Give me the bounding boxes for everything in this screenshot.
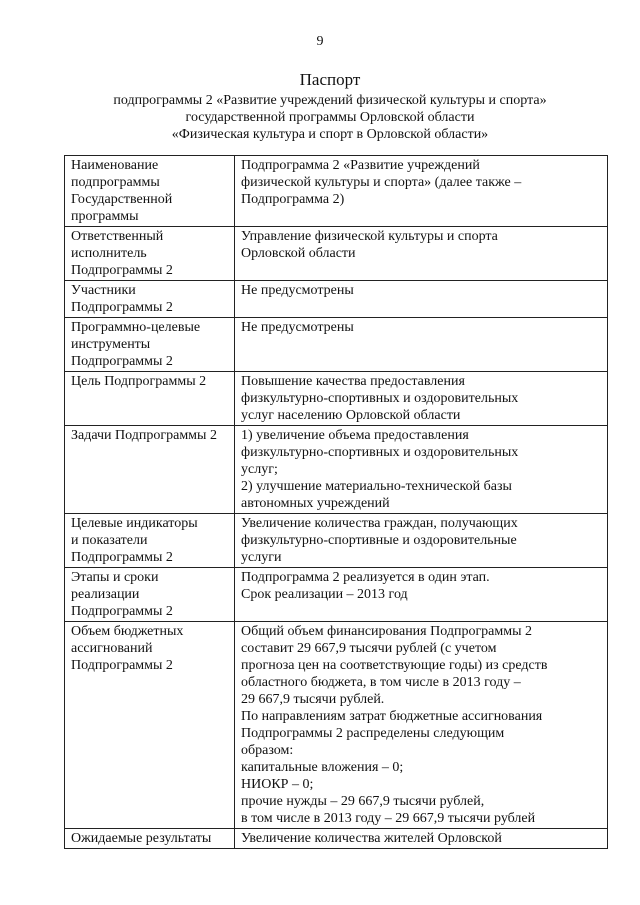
subtitle-line: «Физическая культура и спорт в Орловской области» [171,127,489,142]
row-label-line: Государственной [71,192,173,207]
row-label-line: исполнитель [71,246,147,261]
row-label-line: Подпрограммы 2 [71,354,173,369]
row-value-line: Подпрограмма 2 «Развитие учреждений [241,158,480,173]
row-value-line: услуг населению Орловской области [241,408,461,423]
row-label-line: Цель Подпрограммы 2 [71,374,207,389]
row-value-cell [235,372,608,426]
row-value-line: Увеличение количества граждан, получающих [241,516,518,531]
row-label-line: программы [71,209,139,224]
row-value-line: капитальные вложения – 0; [241,760,404,775]
row-value-line: НИОКР – 0; [241,777,314,792]
table-row [65,568,608,622]
table-row [65,622,608,829]
document-subtitle [0,92,640,143]
table-row [65,829,608,849]
row-label-line: Ожидаемые результаты [71,831,212,846]
row-value-line: Не предусмотрены [241,320,354,335]
row-value-line: Не предусмотрены [241,283,354,298]
row-value-line: 2) улучшение материально-технической базы [241,479,512,494]
row-label-cell [65,829,235,849]
row-label-line: Наименование [71,158,159,173]
row-value-line: образом: [241,743,294,758]
row-value-line: Общий объем финансирования Подпрограммы 2 [241,624,533,639]
row-label-line: реализации [71,587,140,602]
row-value-line: 29 667,9 тысячи рублей. [241,692,385,707]
row-label-line: и показатели [71,533,148,548]
row-value-line: Подпрограмма 2 реализуется в один этап. [241,570,490,585]
row-value-line: областного бюджета, в том числе в 2013 году – [241,675,521,690]
row-value-cell [235,426,608,514]
row-label-line: Ответственный [71,229,164,244]
row-label-line: Задачи Подпрограммы 2 [71,428,217,443]
row-label-line: Подпрограммы 2 [71,263,173,278]
table-row [65,318,608,372]
row-value-line: Срок реализации – 2013 год [241,587,408,602]
row-label-line: Этапы и сроки [71,570,159,585]
row-value-line: физической культуры и спорта» (далее также – [241,175,522,190]
row-label-cell [65,568,235,622]
row-label-line: ассигнований [71,641,153,656]
row-value-line: Управление физической культуры и спорта [241,229,498,244]
row-value-line: услуги [241,550,282,565]
row-value-line: прогноза цен на соответствующие годы) из средств [241,658,548,673]
row-label-cell [65,227,235,281]
passport-table [64,155,608,849]
row-value-line: По направлениям затрат бюджетные ассигнования [241,709,543,724]
row-value-line: автономных учреждений [241,496,390,511]
table-row [65,227,608,281]
row-label-line: инструменты [71,337,151,352]
row-label-cell [65,372,235,426]
row-label-line: Целевые индикаторы [71,516,198,531]
subtitle-line: государственной программы Орловской области [185,110,475,125]
row-label-line: подпрограммы [71,175,160,190]
row-value-line: Повышение качества предоставления [241,374,465,389]
row-value-line: Подпрограммы 2 распределены следующим [241,726,505,741]
row-label-line: Программно-целевые [71,320,201,335]
table-row [65,281,608,318]
row-value-cell [235,568,608,622]
row-label-line: Подпрограммы 2 [71,658,173,673]
row-value-line: Подпрограмма 2) [241,192,345,207]
row-label-line: Подпрограммы 2 [71,300,173,315]
row-label-cell [65,318,235,372]
row-label-cell [65,514,235,568]
row-value-line: прочие нужды – 29 667,9 тысячи рублей, [241,794,485,809]
row-value-cell [235,318,608,372]
row-label-cell [65,426,235,514]
subtitle-line: подпрограммы 2 «Развитие учреждений физической культуры и спорта» [113,93,547,108]
row-value-line: физкультурно-спортивные и оздоровительные [241,533,517,548]
row-value-cell [235,829,608,849]
table-row [65,514,608,568]
row-label-cell [65,156,235,227]
table-row [65,156,608,227]
row-value-cell [235,227,608,281]
row-label-cell [65,281,235,318]
row-label-cell [65,622,235,829]
passport-table-body [65,156,608,849]
row-value-line: услуг; [241,462,278,477]
row-value-cell [235,622,608,829]
row-value-line: составит 29 667,9 тысячи рублей (с учетом [241,641,497,656]
document-title: Паспорт [299,70,361,89]
table-row [65,372,608,426]
row-value-line: 1) увеличение объема предоставления [241,428,469,443]
row-value-line: физкультурно-спортивных и оздоровительных [241,391,519,406]
row-label-line: Подпрограммы 2 [71,550,173,565]
row-label-line: Участники [71,283,136,298]
row-value-cell [235,156,608,227]
row-value-cell [235,281,608,318]
row-value-cell [235,514,608,568]
row-label-line: Подпрограммы 2 [71,604,173,619]
row-value-line: Орловской области [241,246,356,261]
table-row [65,426,608,514]
row-label-line: Объем бюджетных [71,624,184,639]
row-value-line: в том числе в 2013 году – 29 667,9 тысячи рублей [241,811,536,826]
row-value-line: физкультурно-спортивных и оздоровительных [241,445,519,460]
page-number: 9 [316,34,324,49]
row-value-line: Увеличение количества жителей Орловской [241,831,502,846]
